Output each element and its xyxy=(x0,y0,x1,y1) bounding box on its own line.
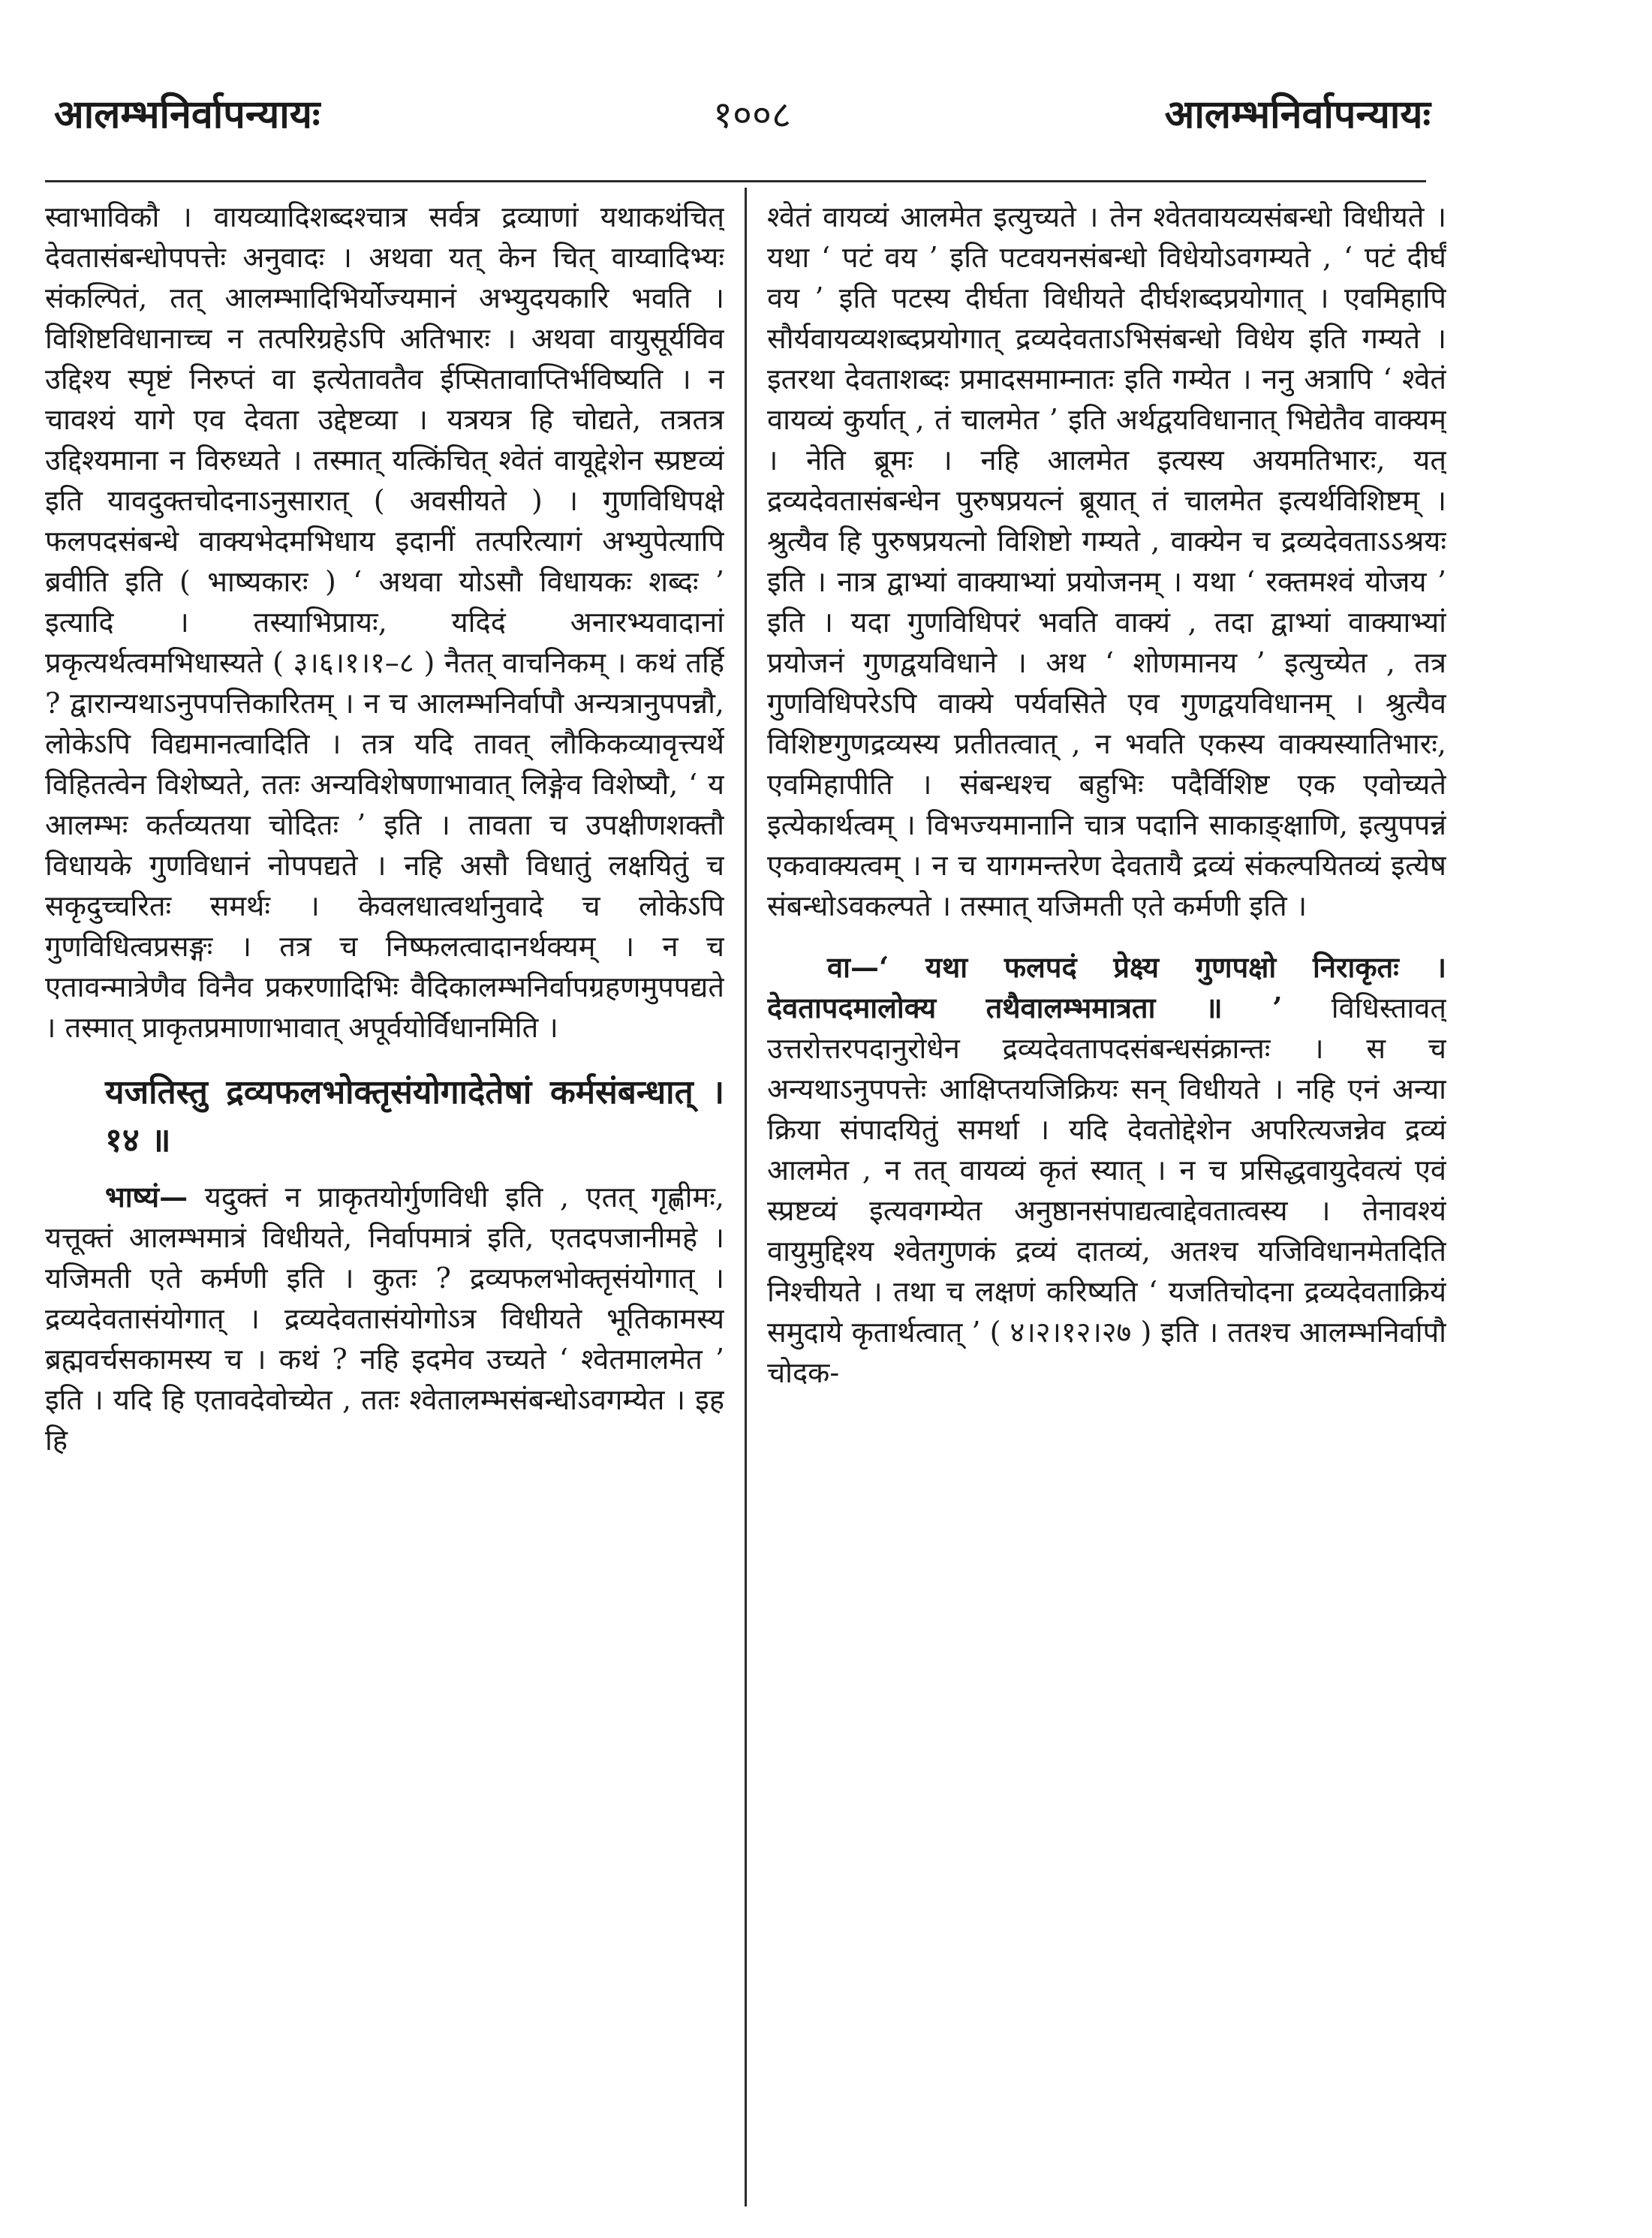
bhashya-text: यदुक्तं न प्राकृतयोर्गुणविधी इति , एतत् गृह्णीमः, यत्तूक्तं आलम्भमात्रं विधीयते, निर्वापमात्रं इति, एतदपजानीमहे । यजिमती एते कर्मणी इति । कुतः ? द्रव्यफलभोक्तृसंयोगात् । द्रव्यदेवतासंयोगात् । द्रव्यदेवतासंयोगोऽत्र विधीयते भूतिकामस्य ब्रह्मवर्चसकामस्य च । कथं ? नहि इदमेव उच्यते ‘ श्वेतमालमेत ’ इति । यदि हि एतावदेवोच्येत , ततः श्वेतालम्भसंबन्धोऽवगम्येत । इह हि xyxy=(45,1181,724,1457)
vartika-paragraph xyxy=(767,947,1446,1393)
left-column xyxy=(45,197,724,2215)
page-number: १००८ xyxy=(713,93,791,137)
column-divider xyxy=(745,188,747,2206)
running-head-right: आलम्भनिर्वापन्यायः xyxy=(1164,92,1431,137)
vartika-lead: वा—‘ यथा फलपदं प्रेक्ष्य गुणपक्षो निराकृतः । देवतापदमालोक्य तथैवालम्भमात्रता ॥ ’ xyxy=(767,950,1446,1024)
right-paragraph-1: श्वेतं वायव्यं आलमेत इत्युच्यते । तेन श्वेतवायव्यसंबन्धो विधीयते । यथा ‘ पटं वय ’ इति पटवयनसंबन्धो विधेयोऽवगम्यते , ‘ पटं दीर्घं वय ’ इति पटस्य दीर्घता विधीयते दीर्घशब्दप्रयोगात् । एवमिहापि सौर्यवायव्यशब्दप्रयोगात् द्रव्यदेवताऽभिसंबन्धो विधेय इति गम्यते । इतरथा देवताशब्दः प्रमादसमाम्नातः इति गम्येत । ननु अत्रापि ‘ श्वेतं वायव्यं कुर्यात् , तं चालमेत ’ इति अर्थद्वयविधानात् भिद्येतैव वाक्यम् । नेति ब्रूमः । नहि आलमेत इत्यस्य अयमतिभारः, यत् द्रव्यदेवतासंबन्धेन पुरुषप्रयत्नं ब्रूयात् तं चालमेत इत्यर्थविशिष्टम् । श्रुत्यैव हि पुरुषप्रयत्नो विशिष्टो गम्यते , वाक्येन च द्रव्यदेवताऽऽश्रयः इति । नात्र द्वाभ्यां वाक्याभ्यां प्रयोजनम् । यथा ‘ रक्तमश्वं योजय ’ इति । यदा गुणविधिपरं भवति वाक्यं , तदा द्वाभ्यां वाक्याभ्यां प्रयोजनं गुणद्वयविधाने । अथ ‘ शोणमानय ’ इत्युच्येत , तत्र गुणविधिपरेऽपि वाक्ये पर्यवसिते एव गुणद्वयविधानम् । श्रुत्यैव विशिष्टगुणद्रव्यस्य प्रतीतत्वात् , न भवति एकस्य वाक्यस्यातिभारः, एवमिहापीति । संबन्धश्च बहुभिः पदैर्विशिष्ट एक एवोच्यते इत्येकार्थत्वम् । विभज्यमानानि चात्र पदानि साकाङ्क्षाणि, इत्युपपन्नं एकवाक्यत्वम् । न च यागमन्तरेण देवतायै द्रव्यं संकल्पयितव्यं इत्येष संबन्धोऽवकल्पते । तस्मात् यजिमती एते कर्मणी इति । xyxy=(767,200,1446,922)
right-column xyxy=(767,197,1446,2215)
running-head-left: आलम्भनिर्वापन्यायः xyxy=(54,92,320,137)
header-rule xyxy=(45,180,1426,182)
bhashya-paragraph xyxy=(45,1177,724,1460)
left-paragraph-1: स्वाभाविकौ । वायव्यादिशब्दश्चात्र सर्वत्र द्रव्याणां यथाकथंचित् देवतासंबन्धोपपत्तेः अनुवादः । अथवा यत् केन चित् वाय्वादिभ्यः संकल्पितं, तत् आलम्भादिभिर्योज्यमानं अभ्युदयकारि भवति । विशिष्टविधानाच्च न तत्परिग्रहेऽपि अतिभारः । अथवा वायुसूर्यविव उद्दिश्य स्पृष्टं निरुप्तं वा इत्येतावतैव ईप्सितावाप्तिर्भविष्यति । न चावश्यं यागे एव देवता उद्देष्टव्या । यत्रयत्र हि चोद्यते, तत्रतत्र उद्दिश्यमाना न विरुध्यते । तस्मात् यत्किंचित् श्वेतं वायूद्देशेन स्प्रष्टव्यं इति यावदुक्तचोदनाऽनुसारात् ( अवसीयते ) । गुणविधिपक्षे फलपदसंबन्धे वाक्यभेदमभिधाय इदानीं तत्परित्यागं अभ्युपेत्यापि ब्रवीति इति ( भाष्यकारः ) ‘ अथवा योऽसौ विधायकः शब्दः ’ इत्यादि । तस्याभिप्रायः, यदिदं अनारभ्यवादानां प्रकृत्यर्थत्वमभिधास्यते ( ३।६।१।१–८ ) नैतत् वाचनिकम् । कथं तर्हि ? द्वारान्यथाऽनुपपत्तिकारितम् । न च आलम्भनिर्वापौ अन्यत्रानुपपन्नौ, लोकेऽपि विद्यमानत्वादिति । तत्र यदि तावत् लौकिकव्यावृत्त्यर्थे विहितत्वेन विशेष्यते, ततः अन्यविशेषणाभावात् लिङ्गेव विशेष्यौ, ‘ य आलम्भः कर्तव्यतया चोदितः ’ इति । तावता च उपक्षीणशक्तौ विधायके गुणविधानं नोपपद्यते । नहि असौ विधातुं लक्षयितुं च सकृदुच्चरितः समर्थः । केवलधात्वर्थानुवादे च लोकेऽपि गुणविधित्वप्रसङ्गः । तत्र च निष्फलत्वादानर्थक्यम् । न च एतावन्मात्रेणैव विनैव प्रकरणादिभिः वैदिकालम्भनिर्वापग्रहणमुपपद्यते । तस्मात् प्राकृतप्रमाणाभावात् अपूर्वयोर्विधानमिति । xyxy=(45,200,724,1044)
sutra-14: यजतिस्तु द्रव्यफलभोक्तृसंयोगादेतेषां कर्मसंबन्धात् । १४ ॥ xyxy=(105,1073,724,1160)
bhashya-lead: भाष्यं— xyxy=(105,1180,188,1214)
vartika-text: विधिस्तावत् उत्तरोत्तरपदानुरोधेन द्रव्यदेवतापदसंबन्धसंक्रान्तः । स च अन्यथाऽनुपपत्तेः आक्षिप्तयजिक्रियः सन् विधीयते । नहि एनं अन्या क्रिया संपादयितुं समर्था । यदि देवतोद्देशेन अपरित्यजन्नेव द्रव्यं आलमेत , न तत् वायव्यं कृतं स्यात् । न च प्रसिद्धवायुदेवत्यं एवं स्प्रष्टव्यं इत्यवगम्येत अनुष्ठानसंपाद्यत्वाद्देवतात्वस्य । तेनावश्यं वायुमुद्दिश्य श्वेतगुणकं द्रव्यं दातव्यं, अतश्च यजिविधानमेतदिति निश्चीयते । तथा च लक्षणं करिष्यति ‘ यजतिचोदना द्रव्यदेवताक्रियं समुदाये कृतार्थत्वात् ’ ( ४।२।१२।२७ ) इति । ततश्च आलम्भनिर्वापौ चोदक- xyxy=(767,991,1446,1389)
